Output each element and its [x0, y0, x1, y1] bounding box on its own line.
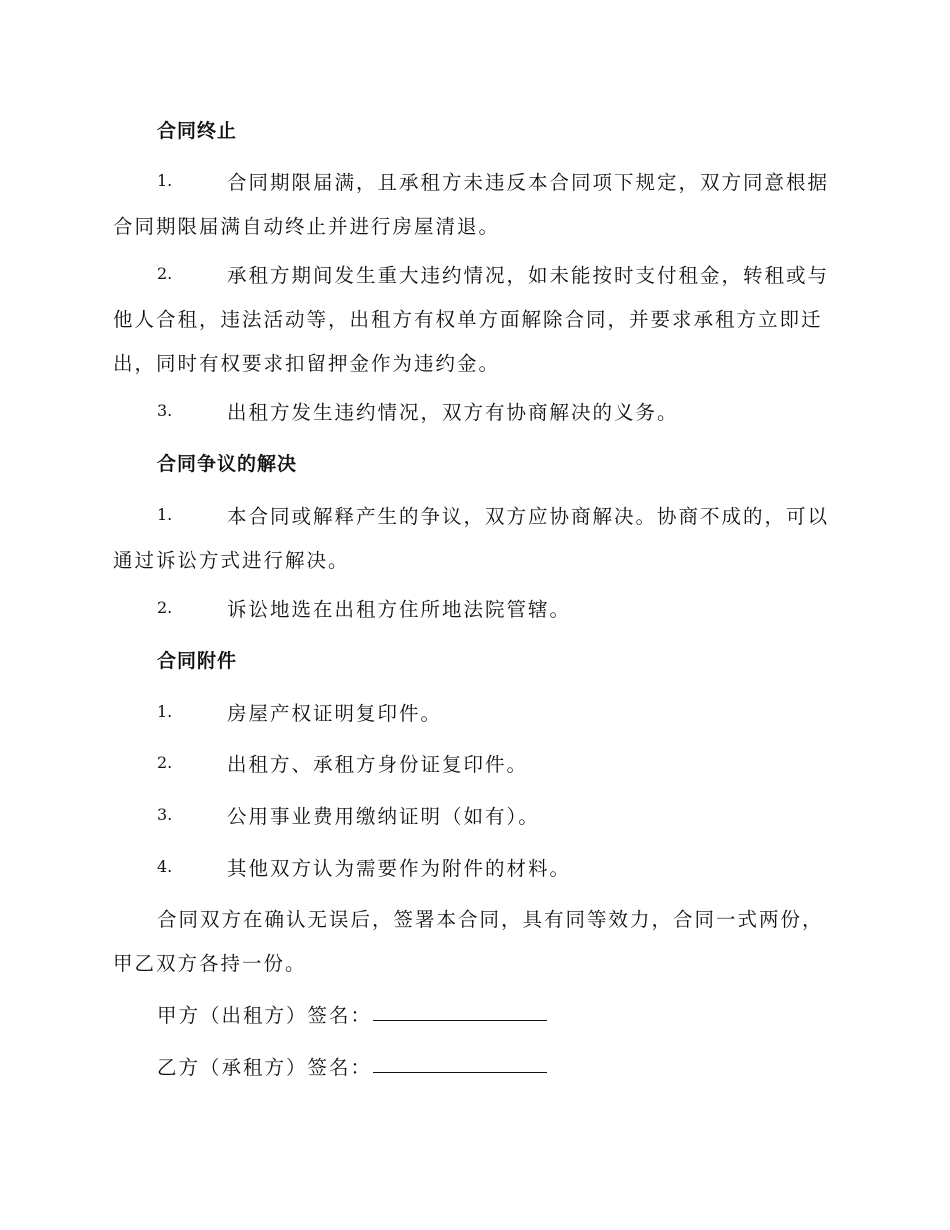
item-text-continued: 他人合租，违法活动等，出租方有权单方面解除合同，并要求承租方立即迁 — [113, 308, 823, 331]
item-text: 承租方期间发生重大违约情况，如未能按时支付租金，转租或与 — [227, 264, 830, 287]
party-a-signature-line[interactable] — [373, 1020, 547, 1021]
item-number: 3. — [157, 401, 173, 420]
item-text: 公用事业费用缴纳证明（如有）。 — [227, 805, 540, 828]
item-number: 2. — [157, 264, 173, 283]
item-number: 2. — [157, 598, 173, 617]
item-text: 诉讼地选在出租方住所地法院管辖。 — [227, 598, 572, 621]
item-number: 3. — [157, 805, 173, 824]
section-heading-dispute: 合同争议的解决 — [157, 453, 298, 475]
item-text: 出租方、承租方身份证复印件。 — [227, 753, 529, 776]
party-a-signature-label: 甲方（出租方）签名： — [157, 1004, 373, 1027]
party-b-signature-label: 乙方（承租方）签名： — [157, 1056, 373, 1079]
item-number: 1. — [157, 702, 173, 721]
section-heading-termination: 合同终止 — [157, 120, 238, 142]
section-heading-attachments: 合同附件 — [157, 650, 238, 672]
closing-paragraph: 合同双方在确认无误后，签署本合同，具有同等效力，合同一式两份， — [157, 908, 824, 931]
item-number: 2. — [157, 753, 173, 772]
item-text: 其他双方认为需要作为附件的材料。 — [227, 857, 572, 880]
party-b-signature-line[interactable] — [373, 1072, 547, 1073]
item-text: 合同期限届满，且承租方未违反本合同项下规定，双方同意根据 — [227, 171, 830, 194]
item-text-continued: 通过诉讼方式进行解决。 — [113, 549, 350, 572]
item-text: 房屋产权证明复印件。 — [227, 702, 443, 725]
closing-paragraph-continued: 甲乙双方各持一份。 — [113, 952, 307, 975]
item-text-continued: 出，同时有权要求扣留押金作为违约金。 — [113, 352, 501, 375]
item-text-continued: 合同期限届满自动终止并进行房屋清退。 — [113, 215, 501, 238]
item-number: 1. — [157, 171, 173, 190]
item-text: 出租方发生违约情况，双方有协商解决的义务。 — [227, 401, 679, 424]
item-number: 1. — [157, 505, 173, 524]
item-number: 4. — [157, 857, 173, 876]
item-text: 本合同或解释产生的争议，双方应协商解决。协商不成的，可以 — [227, 505, 830, 528]
